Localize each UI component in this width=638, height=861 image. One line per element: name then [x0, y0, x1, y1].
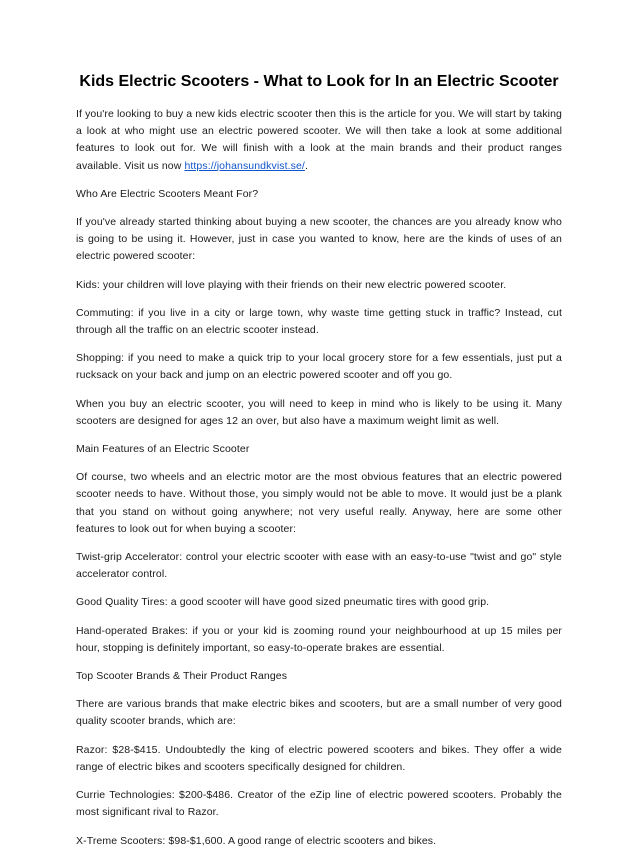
section-heading-who: Who Are Electric Scooters Meant For? [76, 187, 259, 200]
paragraph: X-Treme Scooters: $98-$1,600. A good range of electric scooters and bikes. [76, 834, 437, 847]
paragraph: Razor: $28-$415. Undoubtedly the king of electric powered scooters and bikes. They offer a wide range of electric bikes and scooters specifically designed for children. [76, 743, 562, 773]
document-page [76, 72, 562, 861]
intro-paragraph [76, 106, 562, 175]
intro-text: If you're looking to buy a new kids electric scooter then this is the article for you. We will start by taking a look at who might use an electric powered scooter. We will then take a look at some additional features to look out for. We will finish with a look at the main brands and their product ranges available. Visit us now [76, 108, 562, 172]
document-title: Kids Electric Scooters - What to Look for In an Electric Scooter [79, 73, 559, 90]
intro-text-end: . [304, 159, 308, 172]
paragraph: Shopping: if you need to make a quick trip to your local grocery store for a few essentials, just put a rucksack on your back and jump on an electric powered scooter and off you go. [76, 352, 562, 382]
paragraph: Hand-operated Brakes: if you or your kid is zooming round your neighbourhood at up 15 miles per hour, stopping is definitely important, so easy-to-operate brakes are essential. [76, 624, 562, 654]
paragraph: Of course, two wheels and an electric motor are the most obvious features that an electric powered scooter needs to have. Without those, you simply would not be able to move. It would just be a plank that you stand on without going anywhere; not very useful really. Anyway, here are some other features to look out for when buying a scooter: [76, 471, 562, 535]
paragraph: When you buy an electric scooter, you will need to keep in mind who is likely to be using it. Many scooters are designed for ages 12 an over, but also have a maximum weight limit as well. [76, 397, 562, 427]
paragraph: Currie Technologies: $200-$486. Creator of the eZip line of electric powered scooters. Probably the most significant rival to Razor. [76, 789, 562, 819]
paragraph: If you've already started thinking about buying a new scooter, the chances are you already know who is going to be using it. However, just in case you wanted to know, here are the kinds of uses of an electric powered scooter: [76, 216, 562, 263]
section-heading-features: Main Features of an Electric Scooter [76, 443, 250, 456]
paragraph: Kids: your children will love playing with their friends on their new electric powered scooter. [76, 278, 507, 291]
paragraph: Good Quality Tires: a good scooter will have good sized pneumatic tires with good grip. [76, 596, 490, 609]
paragraph: There are various brands that make electric bikes and scooters, but are a small number of very good quality scooter brands, which are: [76, 698, 562, 728]
paragraph: Twist-grip Accelerator: control your electric scooter with ease with an easy-to-use "twist and go" style accelerator control. [76, 551, 562, 581]
section-heading-brands: Top Scooter Brands & Their Product Ranges [76, 670, 288, 683]
paragraph: Commuting: if you live in a city or large town, why waste time getting stuck in traffic? Instead, cut through all the traffic on an electric scooter instead. [76, 306, 562, 337]
website-link[interactable]: https://johansundkvist.se/ [184, 159, 305, 172]
